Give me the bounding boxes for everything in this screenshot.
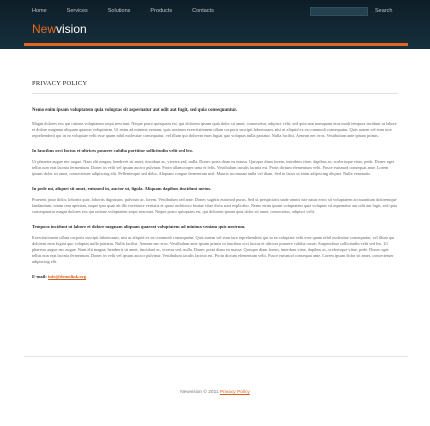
email-label: E-mail: <box>32 274 48 279</box>
page-title: PRIVACY POLICY <box>32 80 398 94</box>
footer-divider <box>24 356 408 357</box>
paragraph-4: Exercitationem ullam corporis suscipit laboriosam, nisi ut aliquid ex ea commodi consequatur. Quis autem vel eum iure reprehenderit qui in ea voluptate velit esse quam nihil molestiae consequatur, vel illum qui dolorem eum fugiat quo voluptas nulla pariatur. Nulla facilisi. Aenean nec eros. Vestibulum ante ipsum primis in faucibus orci luctus et ultrices posuere cubilia curae; Suspendisse sollicitudin velit sed leo. Ut pharetra augue nec augue. Nam elit magna, hendrerit sit amet, tincidunt ac, viverra sed, nulla. Donec porta diam eu massa. Quisque diam lorem, interdum vitae, dapibus ac, scelerisque vitae, pede. Donec eget tellus non erat lacinia fermentum. Donec in velit vel ipsum auctor pulvinar. Vestibulum iaculis lacinia est. Proin dictum elementum velit. Fusce euismod consequat ante. Lorem ipsum dolor sit amet, consectetuer adipiscing elit. <box>32 235 395 264</box>
main-content <box>32 80 398 279</box>
main-nav <box>32 8 234 14</box>
email-line <box>32 274 398 279</box>
nav-solutions[interactable]: Solutions <box>107 8 131 14</box>
search-button[interactable]: Search <box>375 8 393 14</box>
paragraph-1: Magni dolores eos qui ratione voluptatem sequi nesciunt. Neque porro quisquam est, qui dolorem ipsum quia dolor sit amet, consectetur, adipisci velit, sed quia non numquam eius modi tempora incidunt ut labore et dolore magnam aliquam quaerat voluptatem. Ut enim ad minima veniam, quis nostrum exercitationem ullam corporis suscipit laboriosam, nisi ut aliquid ex ea commodi consequatur. Quis autem vel eum iure reprehenderit qui in ea voluptate velit esse quam nihil molestiae consequatur, vel illum qui dolorem eum fugiat quo voluptas nulla pariatur. Nulla facilisi. Aenean nec eros. Vestibulum ante ipsum primis. <box>32 121 397 138</box>
nav-services[interactable]: Services <box>66 8 88 14</box>
nav-products[interactable]: Products <box>150 8 173 14</box>
footer-privacy-link[interactable]: Privacy Policy <box>219 390 250 395</box>
lead-text: Nemo enim ipsam voluptatem quia voluptas sit aspernatur aut odit aut fugit, sed quia consequuntur. <box>32 108 237 113</box>
paragraph-2: Ut pharetra augue nec augue. Nam elit magna, hendrerit sit amet, tincidunt ac, viverra sed, nulla. Donec porta diam eu massa. Quisque diam lorem, interdum vitae, dapibus ac, scelerisque vitae, pede. Donec eget tellus non erat lacinia fermentum. Donec in velit vel ipsum auctor pulvinar. Proin ullamcorper urna et felis. Vestibulum iaculis lacinia est. Proin dictum elementum velit. Fusce euismod consequat ante. Lorem ipsum dolor sit amet, consectetuer adipiscing elit. Pellentesque sed dolor. Aliquam congue fermentum nisl. Mauris accumsan nulla vel diam. Sed in lacus ut enim adipiscing aliquet. Nulla venenatis. <box>32 159 395 176</box>
subheading-2: In pede mi, aliquet sit amet, euismod in, auctor ut, ligula. Aliquam dapibus tincidunt metus. <box>32 186 212 191</box>
logo-part-vision: vision <box>56 22 87 36</box>
footer-copyright: Newvision © 2011 <box>180 390 219 395</box>
subheading-1: In faucibus orci luctus et ultrices posuere cubilia porttitor sollicitudin velit sed leo. <box>32 148 193 153</box>
site-logo[interactable] <box>32 22 87 36</box>
paragraph-3: Praesent justo dolor, lobortis quis, lobortis dignissim, pulvinar ac, lorem. Vestibulum sed ante. Donec sagittis euismod purus. Sed ut perspiciatis unde omnis iste natus error sit voluptatem accusantium doloremque laudantium, totam rem aperiam, eaque ipsa quae ab illo inventore veritatis et quasi architecto beatae vitae dicta sunt explicabo. Nemo enim ipsam voluptatem quia voluptas sit aspernatur aut odit aut fugit, sed quia consequuntur magni dolores eos qui ratione voluptatem sequi nesciunt. Neque porro quisquam est, qui dolorem ipsum quia dolor sit amet, consectetur, adipisci velit. <box>32 197 397 214</box>
accent-bar <box>24 43 408 46</box>
site-header <box>0 0 430 49</box>
logo-part-new: New <box>32 22 57 36</box>
site-footer <box>0 390 430 395</box>
nav-contacts[interactable]: Contacts <box>192 8 214 14</box>
subheading-3: Tempora incidunt ut labore et dolore magnam aliquam quaerat voluptatem ad minima veniam quis nostrum. <box>32 224 246 229</box>
email-link[interactable]: info@demolink.org <box>47 274 87 279</box>
search-input[interactable] <box>310 7 368 16</box>
nav-home[interactable]: Home <box>32 8 47 14</box>
